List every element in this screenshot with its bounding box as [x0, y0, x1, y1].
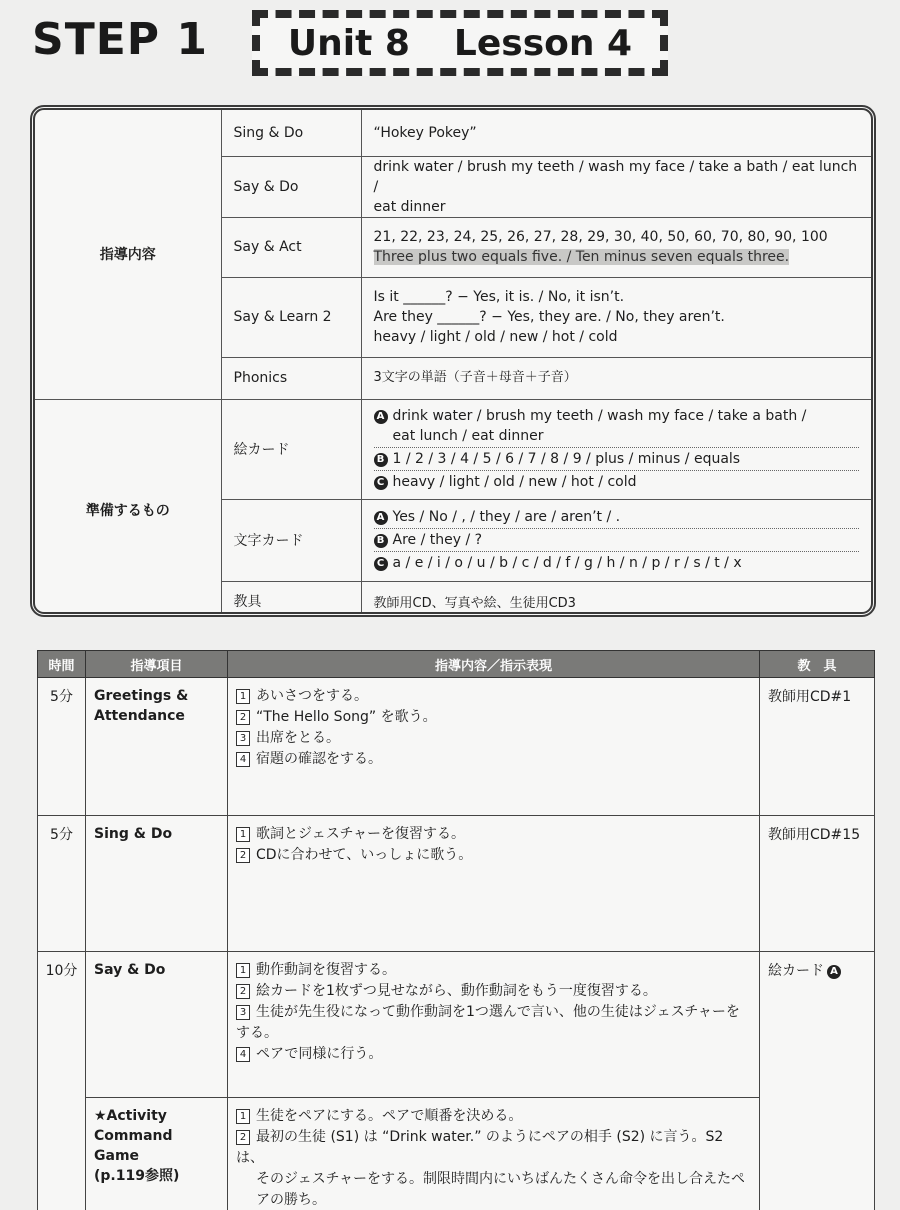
row-item-activity: ★Activity Command Game (p.119参照): [86, 1098, 228, 1210]
row-content-say-act: 21, 22, 23, 24, 25, 26, 27, 28, 29, 30, 40, 50, 60, 70, 80, 90, 100 Three plus two equals five. / Ten minus seven equals three.: [361, 217, 871, 277]
category-content: 指導内容: [35, 110, 221, 399]
plan-row-say-do: [38, 952, 875, 1098]
header-item: 指導項目: [86, 651, 228, 678]
category-materials: 準備するもの: [35, 399, 221, 617]
row-time: 5分: [38, 678, 86, 816]
plan-row-sing-do: [38, 816, 875, 952]
material-label-picture-cards: 絵カード: [221, 399, 361, 499]
row-label-say-do: Say & Do: [221, 156, 361, 217]
row-tools: 絵カード A: [760, 952, 875, 1210]
row-label-say-learn: Say & Learn 2: [221, 277, 361, 357]
row-content-say-do: drink water / brush my teeth / wash my face / take a bath / eat lunch / eat dinner: [361, 156, 871, 217]
badge-a-icon: A: [374, 410, 388, 424]
plan-row-greetings: [38, 678, 875, 816]
row-content-phonics: 3文字の単語（子音＋母音＋子音）: [361, 357, 871, 399]
header-tools: 教 具: [760, 651, 875, 678]
row-steps: 1 動作動詞を復習する。 2 絵カードを1枚ずつ見せながら、動作動詞をもう一度復習する。 3 生徒が先生役になって動作動詞を1つ選んで言い、他の生徒はジェスチャーをする。 4 ペアで同様に行う。: [228, 952, 760, 1098]
row-steps: 1 生徒をペアにする。ペアで順番を決める。 2 最初の生徒 (S1) は “Drink water.” のようにペアの相手 (S2) に言う。S2は、 そのジェスチャーをする。制限時間内にいちばんたくさん命令を出し合えたペ アの勝ち。: [228, 1098, 760, 1210]
row-content-say-learn: Is it ______? − Yes, it is. / No, it isn’t. Are they ______? − Yes, they are. / No, they aren’t. heavy / light / old / new / hot / cold: [361, 277, 871, 357]
material-label-teaching-tools: 教具: [221, 581, 361, 617]
material-label-letter-cards: 文字カード: [221, 499, 361, 581]
step-title: STEP 1: [32, 14, 208, 65]
row-tools: 教師用CD#1: [760, 678, 875, 816]
material-content-teaching-tools: 教師用CD、写真や絵、生徒用CD3: [361, 581, 871, 617]
row-time: 10分: [38, 952, 86, 1210]
badge-a-icon: A: [827, 965, 841, 979]
row-time: 5分: [38, 816, 86, 952]
row-steps: 1 歌詞とジェスチャーを復習する。 2 CDに合わせて、いっしょに歌う。: [228, 816, 760, 952]
lesson-plan-table: [37, 650, 875, 1210]
row-label-sing-do: Sing & Do: [221, 110, 361, 156]
row-tools: 教師用CD#15: [760, 816, 875, 952]
header-time: 時間: [38, 651, 86, 678]
material-content-picture-cards: A drink water / brush my teeth / wash my face / take a bath / eat lunch / eat dinner B 1 / 2 / 3 / 4 / 5 / 6 / 7 / 8 / 9 / plus / minus / equals C heavy / light / old / new / hot / cold: [361, 399, 871, 499]
badge-a-icon: A: [374, 511, 388, 525]
row-label-say-act: Say & Act: [221, 217, 361, 277]
plan-row-activity: [38, 1098, 875, 1210]
row-label-phonics: Phonics: [221, 357, 361, 399]
row-item: Say & Do: [86, 952, 228, 1098]
unit-label: Unit 8: [288, 23, 410, 64]
badge-c-icon: C: [374, 476, 388, 490]
highlighted-sentence: Three plus two equals five. / Ten minus seven equals three.: [374, 249, 790, 265]
badge-c-icon: C: [374, 557, 388, 571]
material-content-letter-cards: A Yes / No / , / they / are / aren’t / . B Are / they / ? C a / e / i / o / u / b / c / d / f / g / h / n / p / r / s / t / x: [361, 499, 871, 581]
row-item: Greetings & Attendance: [86, 678, 228, 816]
badge-b-icon: B: [374, 534, 388, 548]
row-steps: 1 あいさつをする。 2 “The Hello Song” を歌う。 3 出席をとる。 4 宿題の確認をする。: [228, 678, 760, 816]
lesson-label: Lesson 4: [454, 23, 632, 64]
unit-lesson-box: [252, 10, 668, 76]
overview-table: [30, 105, 876, 617]
row-item: Sing & Do: [86, 816, 228, 952]
row-content-sing-do: “Hokey Pokey”: [361, 110, 871, 156]
badge-b-icon: B: [374, 453, 388, 467]
header-content: 指導内容／指示表現: [228, 651, 760, 678]
